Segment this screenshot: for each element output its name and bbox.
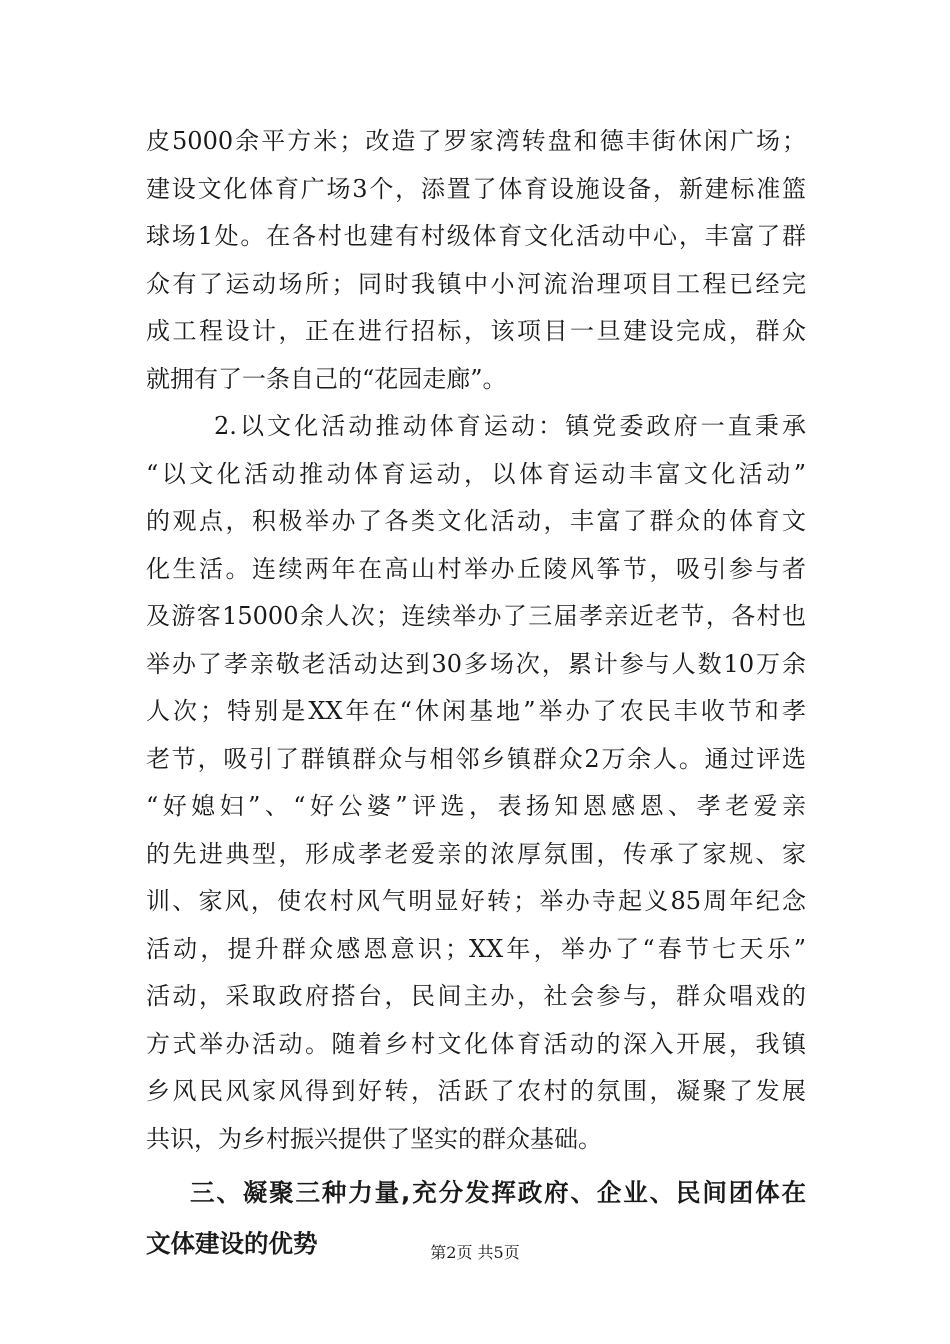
text-line: 举办了孝亲敬老活动达到30多场次，累计参与人数10万余 — [146, 649, 806, 678]
text-line: 众有了运动场所；同时我镇中小河流治理项目工程已经完 — [146, 269, 806, 298]
section-heading-line-2: 文体建设的优势 — [146, 1229, 318, 1258]
text-line: 2.以文化活动推动体育运动：镇党委政府一直秉承 — [214, 412, 806, 440]
document-body — [146, 118, 806, 1269]
text-line: 的观点，积极举办了各类文化活动，丰富了群众的体育文 — [146, 507, 806, 535]
text-line: 人次；特别是XX年在“休闲基地”举办了农民丰收节和孝 — [146, 697, 806, 725]
text-line: 皮5000余平方米；改造了罗家湾转盘和德丰街休闲广场； — [146, 127, 806, 155]
text-line: 训、家风，使农村风气明显好转；举办寺起义85周年纪念 — [146, 887, 806, 915]
paragraph-1 — [146, 118, 806, 403]
text-line: 就拥有了一条自己的“花园走廊”。 — [146, 364, 507, 393]
text-line: 化生活。连续两年在高山村举办丘陵风筝节，吸引参与者 — [146, 554, 806, 583]
text-line: 球场1处。在各村也建有村级体育文化活动中心，丰富了群 — [146, 222, 806, 250]
text-line: “以文化活动推动体育运动，以体育运动丰富文化活动” — [146, 459, 806, 488]
text-line: 乡风民风家风得到好转，活跃了农村的氛围，凝聚了发展 — [146, 1077, 806, 1105]
text-line: 成工程设计，正在进行招标，该项目一旦建设完成，群众 — [146, 317, 806, 345]
text-line: 方式举办活动。随着乡村文化体育活动的深入开展，我镇 — [146, 1029, 806, 1058]
text-line: 建设文化体育广场3个，添置了体育设施设备，新建标准篮 — [146, 174, 806, 203]
text-line: 活动，提升群众感恩意识；XX年，举办了“春节七天乐” — [146, 934, 806, 963]
page-number-footer: 第2页 共5页 — [430, 1243, 520, 1262]
text-line: 老节，吸引了群镇群众与相邻乡镇群众2万余人。通过评选 — [146, 744, 806, 773]
text-line: 的先进典型，形成孝老爱亲的浓厚氛围，传承了家规、家 — [146, 839, 806, 868]
paragraph-2 — [146, 403, 806, 1163]
section-heading-line-1: 三、凝聚三种力量,充分发挥政府、企业、民间团体在 — [190, 1178, 806, 1207]
text-line: “好媳妇”、“好公婆”评选，表扬知恩感恩、孝老爱亲 — [146, 792, 806, 820]
text-line: 活动，采取政府搭台，民间主办，社会参与，群众唱戏的 — [146, 982, 806, 1010]
text-line: 及游客15000余人次；连续举办了三届孝亲近老节，各村也 — [146, 602, 806, 630]
text-line: 共识，为乡村振兴提供了坚实的群众基础。 — [146, 1124, 602, 1153]
